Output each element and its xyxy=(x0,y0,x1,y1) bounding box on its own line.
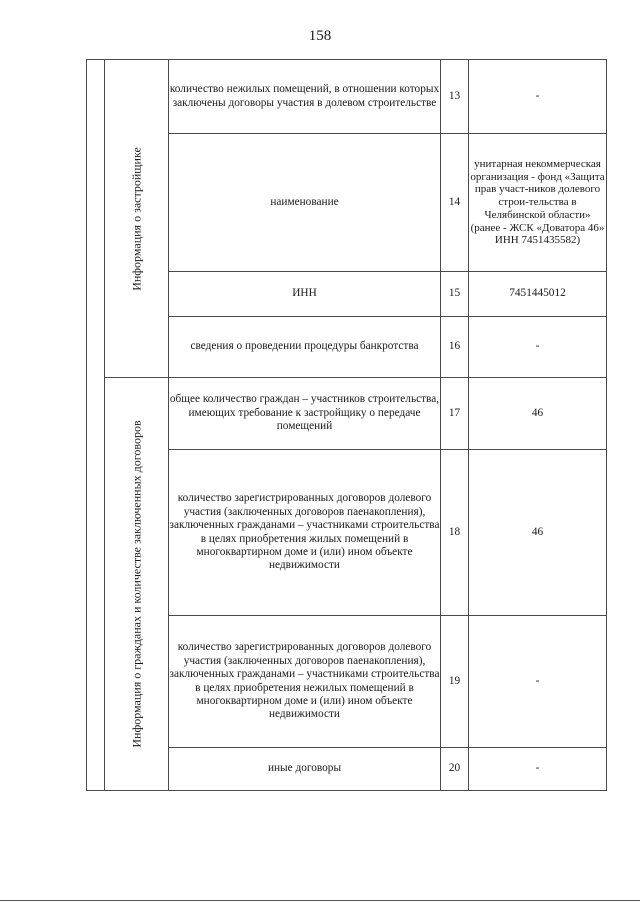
row-value: - xyxy=(469,616,607,748)
row-value xyxy=(469,134,607,272)
row-value: - xyxy=(469,60,607,134)
row-number: 14 xyxy=(441,134,469,272)
row-label: сведения о проведении процедуры банкротства xyxy=(169,317,441,378)
row-number: 15 xyxy=(441,272,469,317)
row-label: количество зарегистрированных договоров долевого участия (заключенных договоров паенакопления), заключенных гражданами – участниками строительства в целях приобретения нежилых помещений в многоквартирном доме и (или) ином объекте недвижимости xyxy=(169,616,441,748)
row-number: 20 xyxy=(441,748,469,791)
row-number: 13 xyxy=(441,60,469,134)
row-label: количество нежилых помещений, в отношении которых заключены договоры участия в долевом строительстве xyxy=(169,60,441,134)
row-value-text: унитарная некоммерческая организация - фонд «Защита прав участ-ников долевого строи-тельства в Челябинской области» (ранее - ЖСК «Доватора 46» ИНН 7451435582) xyxy=(470,157,605,247)
data-table xyxy=(86,59,607,791)
row-label: общее количество граждан – участников строительства, имеющих требование к застройщику о передаче помещений xyxy=(169,378,441,450)
row-label: иные договоры xyxy=(169,748,441,791)
group-title-developer: Информация о застройщике xyxy=(128,146,143,291)
row-number: 19 xyxy=(441,616,469,748)
row-label: количество зарегистрированных договоров долевого участия (заключенных договоров паенакопления), заключенных гражданами – участниками строительства в целях приобретения жилых помещений в многоквартирном доме и (или) ином объекте недвижимости xyxy=(169,450,441,616)
row-number: 17 xyxy=(441,378,469,450)
row-label: ИНН xyxy=(169,272,441,317)
row-value: 46 xyxy=(469,378,607,450)
group-title-citizens: Информация о гражданах и количестве заключенных договоров xyxy=(128,420,143,748)
row-number: 18 xyxy=(441,450,469,616)
outer-stub-cell xyxy=(87,60,105,791)
page-number: 158 xyxy=(308,28,332,44)
row-value: - xyxy=(469,317,607,378)
row-value: 46 xyxy=(469,450,607,616)
row-label: наименование xyxy=(169,134,441,272)
group-cell-developer xyxy=(105,60,169,378)
group-cell-citizens xyxy=(105,378,169,791)
table-row xyxy=(87,60,607,134)
row-value: 7451445012 xyxy=(469,272,607,317)
row-value: - xyxy=(469,748,607,791)
page-bottom-divider xyxy=(0,900,640,901)
row-number: 16 xyxy=(441,317,469,378)
table-row xyxy=(87,378,607,450)
